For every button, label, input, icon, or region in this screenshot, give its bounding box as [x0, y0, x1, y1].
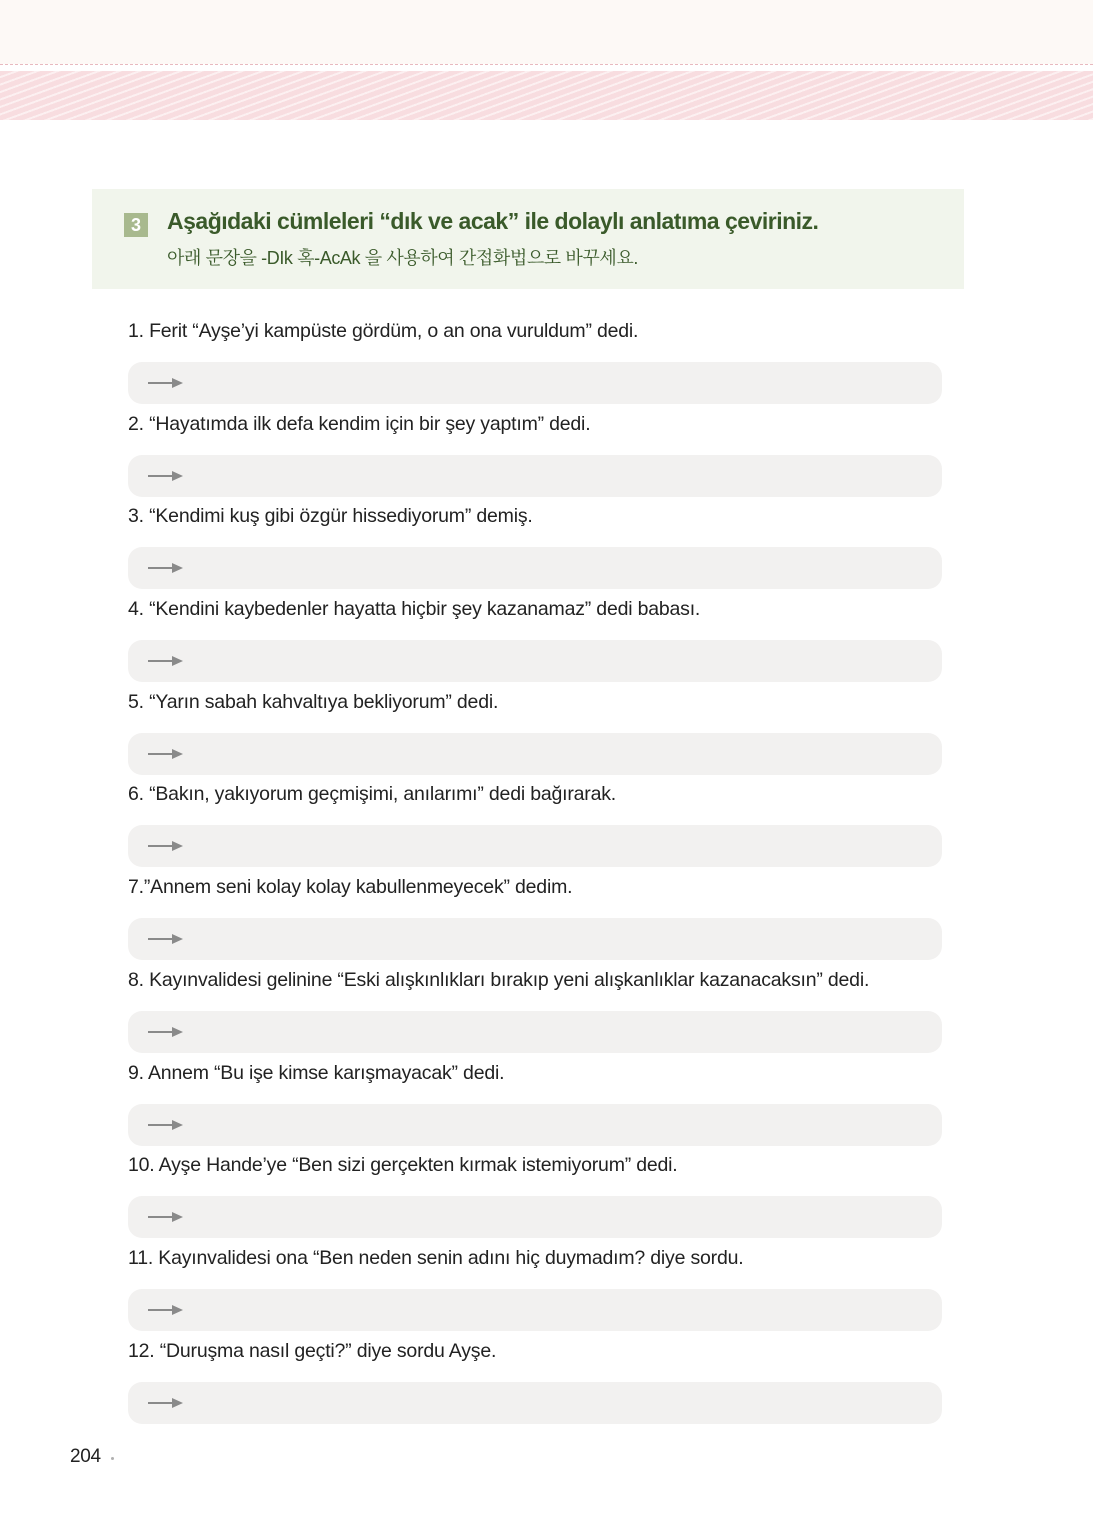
exercise-prompt: 5. “Yarın sabah kahvaltıya bekliyorum” dedi.: [128, 690, 499, 713]
arrow-right-icon: [148, 1211, 184, 1223]
arrow-right-icon: [148, 470, 184, 482]
exercise-prompt: 6. “Bakın, yakıyorum geçmişimi, anılarımı” dedi bağırarak.: [128, 783, 616, 806]
exercise-prompt: 7.”Annem seni kolay kolay kabullenmeyecek” dedim.: [128, 876, 573, 899]
answer-field[interactable]: [128, 455, 942, 497]
page-number: 204: [70, 1446, 101, 1467]
header-divider: [0, 64, 1093, 65]
exercise-prompt: 10. Ayşe Hande’ye “Ben sizi gerçekten kırmak istemiyorum” dedi.: [128, 1154, 678, 1177]
header-stripe-decoration: [0, 71, 1093, 120]
task-number-badge: 3: [124, 213, 148, 237]
arrow-right-icon: [148, 748, 184, 760]
exercise-prompt: 2. “Hayatımda ilk defa kendim için bir şey yaptım” dedi.: [128, 412, 591, 435]
arrow-right-icon: [148, 655, 184, 667]
instruction-box: [92, 189, 964, 289]
answer-field[interactable]: [128, 825, 942, 867]
answer-field[interactable]: [128, 362, 942, 404]
answer-field[interactable]: [128, 640, 942, 682]
exercise-item: [128, 685, 942, 778]
exercise-item: [128, 1334, 942, 1427]
arrow-right-icon: [148, 1397, 184, 1409]
answer-field[interactable]: [128, 918, 942, 960]
arrow-right-icon: [148, 1119, 184, 1131]
answer-field[interactable]: [128, 1104, 942, 1146]
arrow-right-icon: [148, 933, 184, 945]
exercise-prompt: 8. Kayınvalidesi gelinine “Eski alışkınlıkları bırakıp yeni alışkanlıklar kazanacaksın” dedi.: [128, 968, 870, 991]
exercise-list: [128, 314, 942, 1426]
exercise-item: [128, 1056, 942, 1149]
exercise-prompt: 11. Kayınvalidesi ona “Ben neden senin adını hiç duymadım? diye sordu.: [128, 1246, 744, 1269]
exercise-prompt: 12. “Duruşma nasıl geçti?” diye sordu Ayşe.: [128, 1339, 497, 1362]
answer-field[interactable]: [128, 1382, 942, 1424]
exercise-prompt: 9. Annem “Bu işe kimse karışmayacak” dedi.: [128, 1061, 505, 1084]
exercise-prompt: 1. Ferit “Ayşe’yi kampüste gördüm, o an ona vuruldum” dedi.: [128, 320, 639, 342]
answer-field[interactable]: [128, 1196, 942, 1238]
exercise-item: [128, 870, 942, 963]
answer-field[interactable]: [128, 1289, 942, 1331]
task-title: Aşağıdaki cümleleri “dık ve acak” ile dolaylı anlatıma çeviriniz.: [167, 208, 819, 234]
exercise-item: [128, 407, 942, 500]
arrow-right-icon: [148, 1304, 184, 1316]
page-header-band: [0, 0, 1093, 64]
exercise-prompt: 3. “Kendimi kuş gibi özgür hissediyorum” demiş.: [128, 505, 533, 528]
page-number-dot: [111, 1457, 114, 1460]
arrow-right-icon: [148, 1026, 184, 1038]
arrow-right-icon: [148, 377, 184, 389]
arrow-right-icon: [148, 562, 184, 574]
arrow-right-icon: [148, 840, 184, 852]
exercise-item: [128, 592, 942, 685]
exercise-item: [128, 963, 942, 1056]
answer-field[interactable]: [128, 733, 942, 775]
exercise-item: [128, 499, 942, 592]
exercise-item: [128, 314, 942, 407]
exercise-item: [128, 777, 942, 870]
task-subtitle: 아래 문장을 -DIk 혹-AcAk 을 사용하여 간접화법으로 바꾸세요.: [167, 248, 638, 268]
answer-field[interactable]: [128, 1011, 942, 1053]
answer-field[interactable]: [128, 547, 942, 589]
exercise-item: [128, 1241, 942, 1334]
exercise-prompt: 4. “Kendini kaybedenler hayatta hiçbir şey kazanamaz” dedi babası.: [128, 598, 701, 621]
exercise-item: [128, 1148, 942, 1241]
